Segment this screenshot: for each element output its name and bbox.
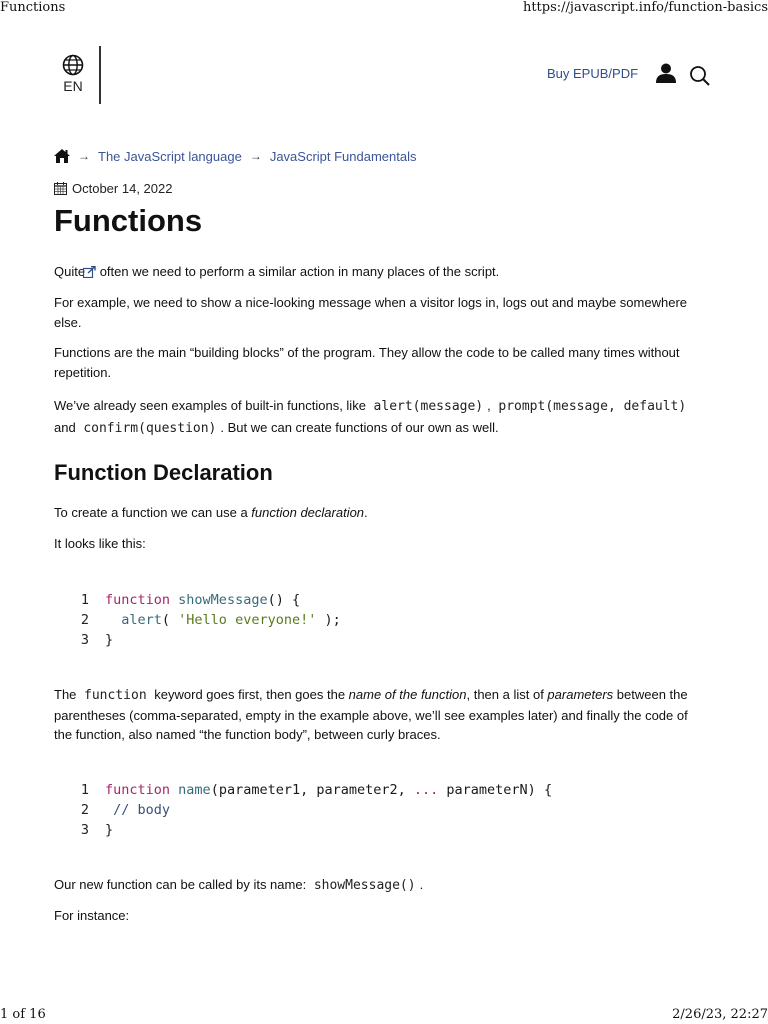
external-link-icon[interactable]: [83, 266, 96, 278]
code-example-showmessage: [54, 590, 714, 650]
inline-code: function: [84, 688, 147, 703]
page-title: Functions: [54, 203, 203, 238]
site-header: [0, 46, 768, 106]
section-heading-function-declaration: Function Declaration: [54, 460, 273, 485]
header-divider: [99, 46, 101, 104]
print-timestamp: 2/26/23, 22:27: [672, 1007, 768, 1022]
code-line: 2 // body: [80, 802, 171, 818]
section-paragraph-5: For instance:: [54, 908, 130, 923]
section-paragraph-2: It looks like this:: [54, 536, 146, 551]
inline-code: confirm(question): [83, 421, 217, 436]
print-page-number: 1 of 16: [0, 1007, 46, 1022]
language-switcher[interactable]: [60, 54, 86, 94]
article-date: [54, 181, 172, 196]
intro-paragraph-2: For example, we need to show a nice-looking message when a visitor logs in, logs out and maybe somewhere else.: [54, 295, 688, 330]
print-url: https://javascript.info/function-basics: [522, 0, 768, 15]
section-paragraph-3: The function keyword goes first, then goes the name of the function, then a list of parameters between the parentheses (comma-separated, empty in the example above, we’ll see examples later) and finally the code of the function, also named “the function body”, between curly braces.: [54, 687, 688, 742]
user-icon[interactable]: [655, 62, 677, 84]
code-line: 1 function name(parameter1, parameter2, ... parameterN) {: [80, 782, 553, 798]
inline-code: prompt(message, default): [498, 399, 687, 414]
code-example-syntax: [54, 780, 714, 840]
calendar-icon: [54, 182, 67, 195]
breadcrumb-javascript-fundamentals[interactable]: JavaScript Fundamentals: [269, 148, 417, 164]
section-paragraph-1: To create a function we can use a function declaration.: [54, 505, 368, 520]
code-line: 3 }: [80, 632, 114, 648]
home-icon[interactable]: [54, 149, 70, 163]
breadcrumb: [54, 147, 417, 165]
search-icon[interactable]: [689, 65, 711, 87]
print-header: [0, 0, 768, 16]
print-footer: [0, 1007, 768, 1023]
intro-paragraph-1: Quite often we need to perform a similar action in many places of the script.: [54, 264, 500, 279]
inline-code: showMessage(): [313, 878, 416, 893]
inline-code: alert(message): [373, 399, 484, 414]
intro-paragraph-3: Functions are the main “building blocks” of the program. They allow the code to be called many times without repetition.: [54, 345, 680, 380]
language-code: EN: [63, 78, 83, 94]
breadcrumb-arrow: →: [249, 149, 262, 163]
section-paragraph-4: Our new function can be called by its name: showMessage() .: [54, 877, 424, 893]
code-line: 2 alert( 'Hello everyone!' );: [80, 612, 341, 628]
globe-icon: [62, 54, 84, 76]
print-title: Functions: [0, 0, 66, 15]
breadcrumb-javascript-language[interactable]: The JavaScript language: [98, 148, 242, 164]
date-text: October 14, 2022: [72, 181, 173, 196]
breadcrumb-arrow: →: [78, 149, 90, 163]
code-line: 1 function showMessage() {: [80, 592, 301, 608]
buy-epub-pdf-link[interactable]: Buy EPUB/PDF: [547, 66, 639, 81]
code-line: 3 }: [80, 822, 114, 838]
intro-paragraph-4: We’ve already seen examples of built-in functions, like alert(message) , prompt(message, default) and confirm(question) . But we can create functions of our own as well.: [54, 398, 687, 436]
